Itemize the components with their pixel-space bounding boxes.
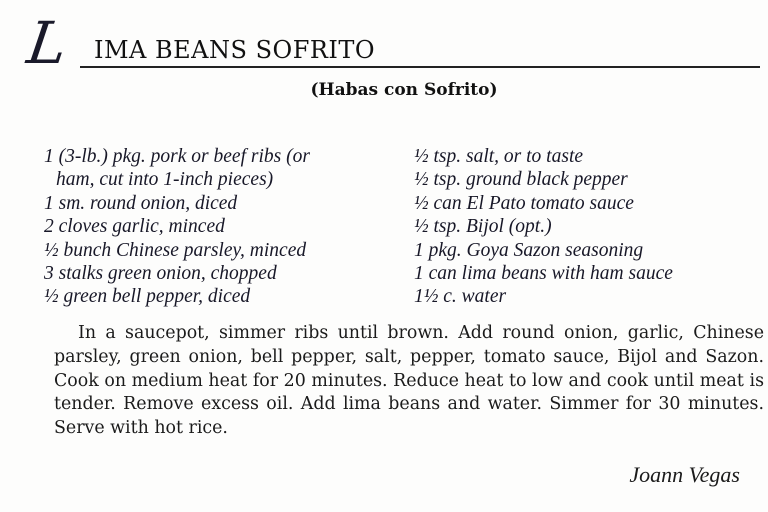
ingredient-item: 2 cloves garlic, minced bbox=[44, 216, 225, 238]
ingredients-right-column bbox=[414, 145, 764, 309]
title-initial-letter: L bbox=[23, 9, 72, 77]
recipe-directions: In a saucepot, simmer ribs until brown. Add round onion, garlic, Chinese parsley, green onion, bell pepper, salt, pepper, tomato sauce, Bijol and Sazon. Cook on medium heat for 20 minutes. Reduce heat to low and cook until meat is tender. Remove excess oil. Add lima beans and water. Simmer for 30 minutes. Serve with hot rice. bbox=[54, 323, 764, 439]
ingredient-item: 1½ c. water bbox=[414, 286, 507, 308]
recipe-subtitle: (Habas con Sofrito) bbox=[310, 80, 498, 100]
ingredient-item: 1 (3-lb.) pkg. pork or beef ribs (or bbox=[44, 146, 310, 167]
ingredient-item: ½ green bell pepper, diced bbox=[44, 286, 251, 308]
ingredients-section bbox=[44, 145, 764, 315]
ingredient-item: ½ tsp. Bijol (opt.) bbox=[414, 216, 552, 238]
ingredient-item: ½ bunch Chinese parsley, minced bbox=[44, 239, 307, 261]
author-signature: Joann Vegas bbox=[629, 462, 740, 487]
ingredient-item: 1 sm. round onion, diced bbox=[44, 192, 238, 214]
ingredients-left-column bbox=[44, 145, 404, 309]
ingredient-item: 1 can lima beans with ham sauce bbox=[414, 263, 673, 285]
title-text: IMA BEANS SOFRITO bbox=[94, 36, 376, 64]
recipe-title bbox=[23, 9, 768, 84]
title-underline bbox=[80, 66, 760, 68]
ingredient-item: ½ tsp. salt, or to taste bbox=[414, 146, 584, 167]
ingredient-item: 1 pkg. Goya Sazon seasoning bbox=[414, 239, 644, 261]
ingredient-item: ½ tsp. ground black pepper bbox=[414, 169, 628, 191]
ingredient-item: ½ can El Pato tomato sauce bbox=[414, 192, 634, 214]
ingredient-item: ham, cut into 1-inch pieces) bbox=[56, 169, 274, 191]
ingredient-item: 3 stalks green onion, chopped bbox=[44, 263, 277, 285]
